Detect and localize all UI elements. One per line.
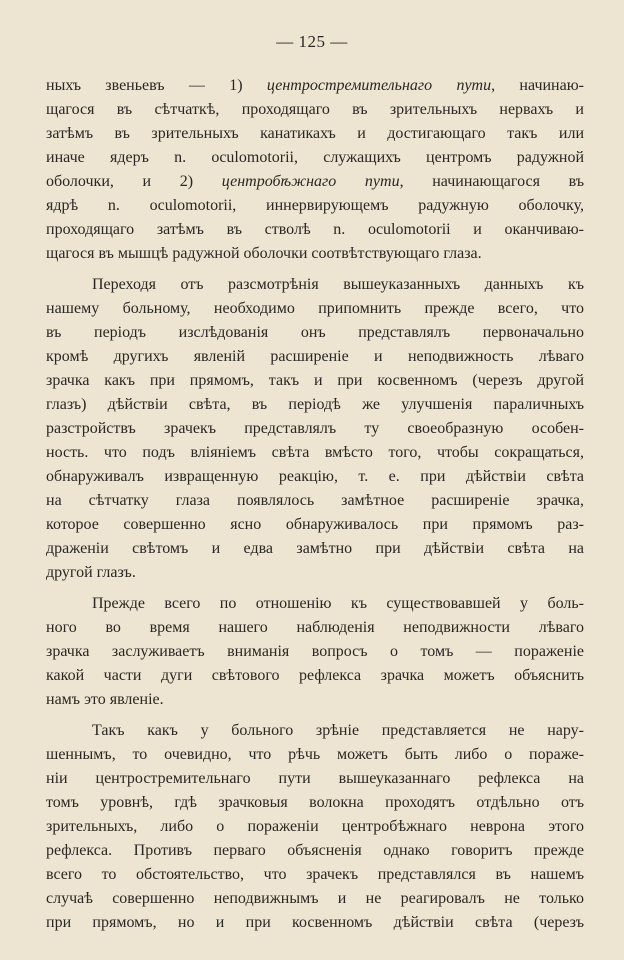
text-line [46,273,584,297]
text-line [46,242,584,266]
text-line [46,98,584,122]
text-run: рефлекса. Противъ перваго объясненія однако говоритъ прежде [46,842,584,859]
page-number: — 125 — [276,32,348,51]
text-run: всего то обстоятельство, что зрачекъ представлялся въ нашемъ [46,866,584,883]
text-line [46,441,584,465]
text-line [46,537,584,561]
text-line [46,74,584,98]
text-run: Прежде всего по отношенію къ существовавшей у боль- [92,595,584,612]
text-run: затѣмъ въ зрительныхъ канатикахъ и достигающаго такъ или [46,125,584,142]
text-line [46,561,584,585]
text-run: при прямомъ, но и при косвенномъ дѣйствіи свѣта (черезъ [46,914,584,931]
text-run: другой глазъ. [46,564,136,581]
text-line [46,465,584,489]
text-line [46,345,584,369]
text-line [46,513,584,537]
text-run: разстройствъ зрачекъ представлялъ ту своеобразную особен- [46,420,584,437]
text-line [46,815,584,839]
text-run: иначе ядеръ n. oculomotorii, служащихъ центромъ радужной [46,149,584,166]
text-run: ность. что подъ вліяніемъ свѣта вмѣсто того, чтобы сокращаться, [46,444,584,461]
text-run: , начинаю- [491,77,584,94]
text-line [46,122,584,146]
text-run: ніи центростремительнаго пути вышеуказаннаго рефлекса на [46,770,584,787]
text-run: кромѣ другихъ явленій расширеніе и неподвижность лѣваго [46,348,584,365]
text-run: въ періодъ изслѣдованія онъ представлялъ первоначально [46,324,584,341]
paragraph [46,273,584,585]
text-run: Такъ какъ у больного зрѣніе представляется не нару- [92,722,584,739]
text-run: оболочки, и 2) [46,173,222,190]
text-line [46,767,584,791]
text-line [46,719,584,743]
text-run: какой части дуги свѣтового рефлекса зрачка можетъ объяснить [46,667,584,684]
paragraph [46,74,584,266]
italic-term: центростремительнаго пути [266,77,492,94]
text-run: обнаруживалъ извращенную реакцію, т. е. при дѣйствіи свѣта [46,468,584,485]
text-run: зрачка какъ при прямомъ, такъ и при косвенномъ (черезъ другой [46,372,584,389]
text-run: щагося въ сѣтчаткѣ, проходящаго въ зрительныхъ нервахъ и [46,101,584,118]
text-run: шеннымъ, то очевидно, что рѣчь можетъ быть либо о пораже- [46,746,584,763]
text-run: зрачка заслуживаетъ вниманія вопросъ о томъ — пораженіе [46,643,584,660]
text-run: намъ это явленіе. [46,691,164,708]
text-line [46,887,584,911]
text-line [46,146,584,170]
text-run: зрительныхъ, либо о пораженіи центробѣжнаго неврона этого [46,818,584,835]
paragraph [46,719,584,935]
text-run: томъ уровнѣ, гдѣ зрачковыя волокна проходятъ отдѣльно отъ [46,794,584,811]
text-line [46,321,584,345]
text-run: драженіи свѣтомъ и едва замѣтно при дѣйствіи свѣта на [46,540,584,557]
text-line [46,911,584,935]
text-run: нашему больному, необходимо припомнить прежде всего, что [46,300,584,317]
text-line [46,393,584,417]
text-line [46,592,584,616]
text-run: щагося въ мышцѣ радужной оболочки соотвѣтствующаго глаза. [46,245,482,262]
body-text [46,74,584,935]
text-run: которое совершенно ясно обнаруживалось при прямомъ раз- [46,516,584,533]
text-line [46,640,584,664]
text-line [46,616,584,640]
text-run: глазъ) дѣйствіи свѣта, въ періодѣ же улучшенія параличныхъ [46,396,584,413]
italic-term: центробѣжнаго пути [221,173,400,190]
text-run: ныхъ звеньевъ — 1) [46,77,267,94]
text-line [46,743,584,767]
text-line [46,170,584,194]
text-run: Переходя отъ разсмотрѣнія вышеуказанныхъ данныхъ къ [92,276,584,293]
text-run: проходящаго затѣмъ въ стволѣ n. oculomotorii и оканчиваю- [46,221,584,238]
text-line [46,194,584,218]
text-line [46,417,584,441]
paragraph [46,592,584,712]
text-line [46,369,584,393]
text-line [46,791,584,815]
text-line [46,688,584,712]
text-run: случаѣ совершенно неподвижнымъ и не реагировалъ не только [46,890,584,907]
text-line [46,218,584,242]
text-run: ядрѣ n. oculomotorii, иннервирующемъ радужную оболочку, [46,197,584,214]
text-line [46,839,584,863]
text-run: ного во время нашего наблюденія неподвижности лѣваго [46,619,584,636]
text-run: , начинающагося въ [399,173,585,190]
text-run: на сѣтчатку глаза появлялось замѣтное расширеніе зрачка, [46,492,584,509]
text-line [46,489,584,513]
text-line [46,297,584,321]
text-line [46,863,584,887]
text-line [46,664,584,688]
